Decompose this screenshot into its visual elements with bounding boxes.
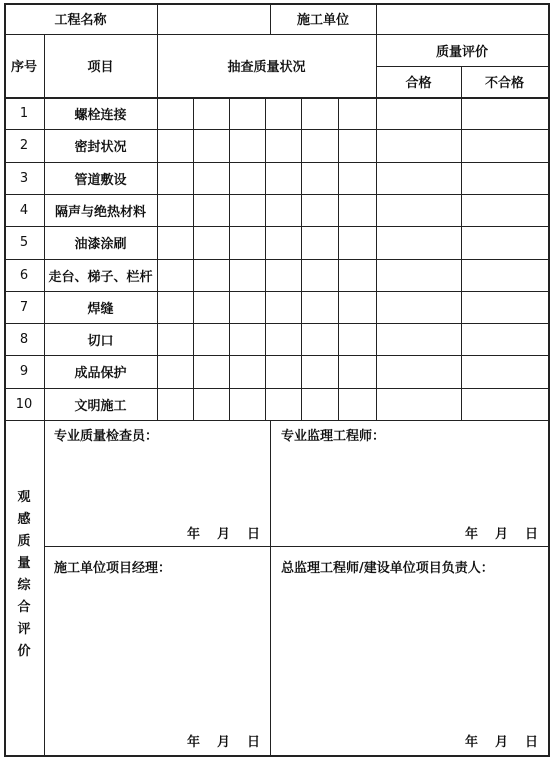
pass-cell[interactable]	[376, 97, 461, 129]
title-char: 合	[17, 600, 31, 615]
pass-header: 合格	[405, 76, 432, 91]
evaluation-header: 质量评价	[435, 44, 488, 60]
check-cell[interactable]	[301, 355, 338, 388]
quality-inspector-signature[interactable]	[46, 446, 268, 516]
date-day: 日	[525, 527, 539, 542]
pass-cell[interactable]	[376, 226, 461, 259]
check-cell[interactable]	[301, 194, 338, 226]
seq-header: 序号	[10, 60, 37, 75]
fail-cell[interactable]	[461, 355, 548, 388]
check-cell[interactable]	[301, 323, 338, 355]
check-cell[interactable]	[301, 388, 338, 420]
row-seq: 6	[19, 267, 29, 283]
check-cell[interactable]	[301, 129, 338, 162]
pass-cell[interactable]	[376, 388, 461, 420]
date-year: 年	[187, 735, 201, 750]
grid-line	[4, 420, 548, 421]
chief-supervisor-signature[interactable]	[272, 572, 546, 725]
check-cell[interactable]	[193, 388, 229, 420]
construction-unit-value[interactable]	[376, 3, 548, 34]
fail-header: 不合格	[484, 76, 524, 91]
row-item: 切口	[87, 333, 114, 349]
date-year: 年	[465, 735, 479, 750]
check-cell[interactable]	[265, 291, 301, 323]
row-item: 焊缝	[87, 301, 114, 317]
date-year: 年	[187, 527, 201, 542]
row-seq: 5	[19, 235, 29, 250]
row-seq: 2	[19, 138, 29, 153]
check-cell[interactable]	[338, 388, 376, 420]
construction-unit-label: 施工单位	[296, 13, 349, 28]
title-char: 量	[17, 556, 31, 571]
supervisor-signature[interactable]	[272, 446, 546, 516]
fail-cell[interactable]	[461, 129, 548, 162]
check-cell[interactable]	[157, 162, 193, 194]
date-day: 日	[525, 735, 539, 750]
check-cell[interactable]	[338, 194, 376, 226]
title-char: 评	[17, 622, 31, 637]
pass-cell[interactable]	[376, 129, 461, 162]
check-cell[interactable]	[301, 259, 338, 291]
check-cell[interactable]	[157, 388, 193, 420]
overall-evaluation-title	[4, 487, 44, 663]
row-item: 密封状况	[74, 140, 127, 155]
check-cell[interactable]	[229, 97, 265, 129]
check-cell[interactable]	[265, 226, 301, 259]
check-cell[interactable]	[265, 162, 301, 194]
fail-cell[interactable]	[461, 194, 548, 226]
check-cell[interactable]	[338, 129, 376, 162]
date-line	[187, 731, 261, 750]
row-seq: 10	[15, 396, 33, 412]
check-cell[interactable]	[229, 194, 265, 226]
check-cell[interactable]	[301, 226, 338, 259]
check-cell[interactable]	[193, 129, 229, 162]
check-cell[interactable]	[229, 291, 265, 323]
check-cell[interactable]	[265, 355, 301, 388]
check-cell[interactable]	[338, 291, 376, 323]
row-item: 走台、梯子、栏杆	[48, 269, 153, 285]
date-line	[187, 523, 261, 542]
check-cell[interactable]	[193, 355, 229, 388]
check-cell[interactable]	[193, 162, 229, 194]
fail-cell[interactable]	[461, 291, 548, 323]
check-cell[interactable]	[193, 259, 229, 291]
project-name-label: 工程名称	[54, 13, 107, 28]
row-seq: 7	[19, 299, 29, 315]
fail-cell[interactable]	[461, 162, 548, 194]
title-char: 观	[17, 490, 31, 505]
pass-cell[interactable]	[376, 323, 461, 355]
check-cell[interactable]	[157, 323, 193, 355]
date-month: 月	[495, 527, 509, 542]
check-cell[interactable]	[265, 388, 301, 420]
row-item: 隔声与绝热材料	[54, 204, 146, 220]
check-cell[interactable]	[157, 291, 193, 323]
fail-cell[interactable]	[461, 259, 548, 291]
check-cell[interactable]	[157, 226, 193, 259]
fail-cell[interactable]	[461, 226, 548, 259]
grid-line	[44, 546, 548, 547]
check-cell[interactable]	[157, 129, 193, 162]
row-item: 文明施工	[74, 398, 127, 414]
check-cell[interactable]	[338, 226, 376, 259]
date-month: 月	[495, 735, 509, 750]
check-cell[interactable]	[229, 162, 265, 194]
grid-line	[44, 420, 45, 755]
check-cell[interactable]	[301, 162, 338, 194]
check-cell[interactable]	[338, 355, 376, 388]
date-line	[465, 523, 539, 542]
check-cell[interactable]	[265, 97, 301, 129]
check-cell[interactable]	[193, 226, 229, 259]
grid-line	[270, 420, 271, 755]
check-cell[interactable]	[193, 323, 229, 355]
grid-line	[376, 66, 548, 67]
check-cell[interactable]	[193, 291, 229, 323]
check-cell[interactable]	[193, 194, 229, 226]
project-manager-label: 施工单位项目经理：	[54, 561, 172, 576]
check-cell[interactable]	[229, 129, 265, 162]
item-header: 项目	[87, 60, 114, 75]
grid-line	[157, 3, 158, 34]
pass-cell[interactable]	[376, 291, 461, 323]
check-cell[interactable]	[265, 259, 301, 291]
check-cell[interactable]	[265, 129, 301, 162]
project-name-value[interactable]	[157, 3, 270, 34]
check-cell[interactable]	[338, 97, 376, 129]
chief-supervisor-label: 总监理工程师/建设单位项目负责人：	[281, 561, 494, 576]
supervisor-label: 专业监理工程师：	[281, 429, 386, 444]
check-cell[interactable]	[229, 226, 265, 259]
project-manager-signature[interactable]	[46, 572, 268, 725]
check-cell[interactable]	[265, 323, 301, 355]
row-seq: 4	[19, 202, 29, 218]
title-char: 价	[17, 644, 31, 659]
pass-cell[interactable]	[376, 162, 461, 194]
check-cell[interactable]	[157, 355, 193, 388]
date-year: 年	[465, 527, 479, 542]
date-month: 月	[217, 527, 231, 542]
row-seq: 8	[19, 331, 29, 347]
row-seq: 1	[19, 105, 29, 121]
date-day: 日	[247, 527, 261, 542]
check-header: 抽查质量状况	[227, 60, 306, 75]
check-cell[interactable]	[301, 97, 338, 129]
row-item: 成品保护	[74, 366, 127, 381]
fail-cell[interactable]	[461, 97, 548, 129]
row-item: 螺栓连接	[74, 107, 127, 123]
row-item: 管道敷设	[74, 172, 127, 188]
check-cell[interactable]	[229, 259, 265, 291]
fail-cell[interactable]	[461, 323, 548, 355]
check-cell[interactable]	[338, 162, 376, 194]
check-cell[interactable]	[193, 97, 229, 129]
check-cell[interactable]	[338, 259, 376, 291]
check-cell[interactable]	[338, 323, 376, 355]
check-cell[interactable]	[157, 97, 193, 129]
check-cell[interactable]	[157, 259, 193, 291]
pass-cell[interactable]	[376, 355, 461, 388]
title-char: 综	[17, 578, 31, 593]
title-char: 感	[17, 512, 31, 527]
title-char: 质	[17, 534, 31, 549]
date-month: 月	[217, 735, 231, 750]
check-cell[interactable]	[229, 355, 265, 388]
row-item: 油漆涂刷	[74, 237, 127, 252]
date-line	[465, 731, 539, 750]
date-day: 日	[247, 735, 261, 750]
check-cell[interactable]	[301, 291, 338, 323]
pass-cell[interactable]	[376, 194, 461, 226]
check-cell[interactable]	[229, 323, 265, 355]
row-seq: 9	[19, 364, 29, 379]
check-cell[interactable]	[265, 194, 301, 226]
row-seq: 3	[19, 170, 29, 186]
fail-cell[interactable]	[461, 388, 548, 420]
check-cell[interactable]	[157, 194, 193, 226]
check-cell[interactable]	[229, 388, 265, 420]
pass-cell[interactable]	[376, 259, 461, 291]
quality-inspector-label: 专业质量检查员：	[54, 429, 159, 444]
